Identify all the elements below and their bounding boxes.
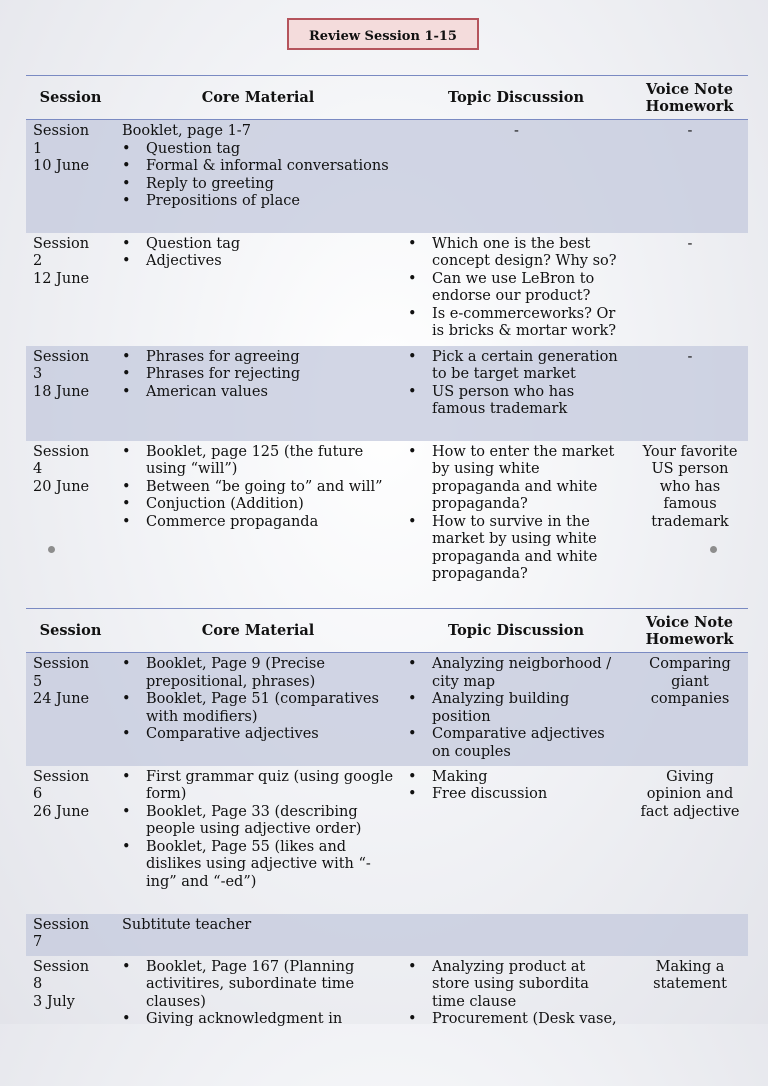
session-cell: [26, 233, 115, 346]
list-item: • Reply to greeting: [122, 176, 395, 194]
session-label: Session: [33, 916, 90, 933]
table-row: [26, 766, 748, 914]
header-core-material: Core Material: [201, 89, 315, 106]
list-item: • Giving acknowledgment in: [122, 1011, 395, 1029]
list-item: • Booklet, Page 51 (comparatives with modifiers): [122, 691, 395, 726]
table-header: [26, 76, 748, 120]
header-core-material: Core Material: [201, 622, 315, 639]
topic-clip: [408, 443, 625, 582]
header-topic-discussion: Topic Discussion: [448, 89, 584, 106]
session-date: 18 June: [33, 383, 90, 400]
list-item: • Is e-commerceworks? Or is bricks & mortar work?: [408, 306, 625, 341]
list-item: • Phrases for rejecting: [122, 366, 395, 384]
header-session: Session: [39, 89, 102, 106]
session-label: Session: [33, 768, 90, 785]
list-item: • Question tag: [122, 236, 395, 254]
list-item: • Procurement (Desk vase,: [408, 1011, 625, 1029]
table-header: [26, 609, 748, 653]
core-material-cell: [115, 956, 401, 1086]
list-item: • Which one is the best concept design? Why so?: [408, 236, 625, 271]
session-date: 24 June: [33, 691, 90, 707]
topic-list: [408, 236, 625, 341]
list-item: • US person who has famous trademark: [408, 384, 625, 419]
voice-note-cell: Your favorite US person who has famous trademark: [642, 443, 738, 530]
session-date: 10 June: [33, 158, 90, 174]
table-row: [26, 441, 748, 575]
table-row: [26, 120, 748, 233]
core-material-cell: [115, 766, 401, 914]
core-material-cell: [115, 441, 401, 575]
voice-note-cell: Comparing giant companies: [631, 653, 748, 766]
list-item: • Analyzing neigborhood / city map: [408, 656, 625, 691]
core-list: [122, 141, 395, 211]
table-row: [26, 956, 748, 1086]
list-item: • American values: [122, 384, 395, 402]
session-label: Session: [33, 443, 90, 460]
list-item: • Booklet, Page 33 (describing people using adjective order): [122, 804, 395, 839]
session-cell: [26, 956, 115, 1086]
session-label: Session: [33, 235, 90, 252]
topic-list: [408, 656, 625, 761]
voice-note-cell: Giving opinion and fact adjective: [640, 768, 740, 820]
page-title-text: Review Session 1-15: [309, 29, 457, 44]
header-voice-line1: Voice Note: [645, 80, 734, 98]
topic-list: [408, 959, 625, 1029]
session-number: 5: [33, 673, 43, 690]
session-cell: [26, 441, 115, 575]
page-title: [287, 18, 479, 50]
voice-note-cell: -: [631, 120, 748, 233]
session-label: Session: [33, 123, 90, 139]
schedule-table-1: [26, 75, 748, 582]
list-item: • Comparative adjectives: [122, 726, 395, 744]
session-number: 7: [33, 934, 43, 950]
header-voice-note: [631, 76, 748, 120]
list-item: • Analyzing building position: [408, 691, 625, 726]
bullet-dot-decoration: [710, 546, 717, 553]
session-date: 20 June: [33, 478, 90, 495]
topic-cell: [401, 766, 631, 914]
schedule-table-2: [26, 608, 748, 1086]
session-number: 2: [33, 253, 43, 269]
list-item: • Between “be going to” and will”: [122, 479, 395, 497]
list-item: • Phrases for agreeing: [122, 349, 395, 367]
list-item: • Booklet, Page 9 (Precise prepositional, phrases): [122, 656, 395, 691]
list-item: • How to survive in the market by using white propaganda and white propaganda?: [408, 514, 625, 584]
header-topic-discussion: Topic Discussion: [448, 622, 584, 639]
session-cell: [26, 766, 115, 914]
table-row: [26, 233, 748, 346]
list-item: • Booklet, Page 167 (Planning activitires, subordinate time clauses): [122, 959, 395, 1012]
session-number: 6: [33, 786, 43, 802]
list-item: • Booklet, page 125 (the future using “will”): [122, 444, 395, 479]
core-list: [122, 236, 395, 271]
session-cell: [26, 914, 115, 956]
session-cell: [26, 346, 115, 441]
list-item: • Conjuction (Addition): [122, 496, 395, 514]
bullet-dot-decoration: [48, 546, 55, 553]
table-row: [26, 346, 748, 441]
list-item: • First grammar quiz (using google form): [122, 769, 395, 804]
list-item: • Pick a certain generation to be target market: [408, 349, 625, 384]
topic-cell: [401, 441, 631, 582]
session-cell: [26, 120, 115, 233]
core-list: [122, 959, 395, 1029]
session-number: 1: [33, 140, 43, 157]
list-item: • Free discussion: [408, 786, 625, 804]
list-item: • Formal & informal conversations: [122, 158, 395, 176]
header-voice-note: [631, 609, 748, 653]
session-label: Session: [33, 958, 90, 975]
topic-list: [408, 349, 625, 419]
voice-note-cell: -: [631, 346, 748, 441]
voice-note-cell: Making a statement: [653, 958, 727, 992]
voice-note-cell: -: [687, 235, 693, 252]
list-item: • Question tag: [122, 141, 395, 159]
session-date: 3 July: [33, 993, 75, 1010]
session-number: 3: [33, 366, 43, 382]
list-item: • Booklet, Page 55 (likes and dislikes using adjective with “-ing” and “-ed”): [122, 839, 395, 892]
list-item: • Making: [408, 769, 625, 787]
core-list: [122, 444, 395, 532]
session-number: 8: [33, 976, 43, 992]
list-item: • How to enter the market by using white propaganda and white propaganda?: [408, 444, 625, 514]
list-item: • Adjectives: [122, 253, 395, 271]
header-voice-line2: Homework: [645, 630, 734, 648]
core-material-cell: [115, 233, 401, 346]
core-list: [122, 769, 395, 892]
topic-cell: [401, 233, 631, 346]
core-material-cell: [115, 653, 401, 766]
topic-cell: [401, 653, 631, 766]
session-number: 4: [33, 461, 43, 477]
header-voice-line2: Homework: [645, 97, 734, 115]
list-item: • Commerce propaganda: [122, 514, 395, 532]
list-item: • Prepositions of place: [122, 193, 395, 211]
table-row: [26, 914, 748, 956]
header-session: Session: [39, 622, 102, 639]
core-intro: Booklet, page 1-7: [122, 123, 251, 139]
list-item: • Can we use LeBron to endorse our product?: [408, 271, 625, 306]
core-material-cell: Subtitute teacher: [115, 914, 748, 956]
core-material-cell: [115, 120, 401, 233]
session-cell: [26, 653, 115, 766]
topic-list: [408, 444, 625, 584]
list-item: • Analyzing product at store using subordita time clause: [408, 959, 625, 1012]
session-date: 26 June: [33, 803, 90, 820]
session-date: 12 June: [33, 270, 90, 287]
topic-list: [408, 769, 625, 804]
table-row: [26, 653, 748, 766]
topic-cell: -: [401, 120, 631, 233]
core-list: [122, 656, 395, 744]
session-label: Session: [33, 348, 90, 365]
list-item: • Comparative adjectives on couples: [408, 726, 625, 761]
core-list: [122, 349, 395, 402]
core-material-cell: [115, 346, 401, 441]
session-label: Session: [33, 656, 90, 672]
topic-cell: [401, 956, 631, 1086]
header-voice-line1: Voice Note: [645, 613, 734, 631]
topic-cell: [401, 346, 631, 441]
